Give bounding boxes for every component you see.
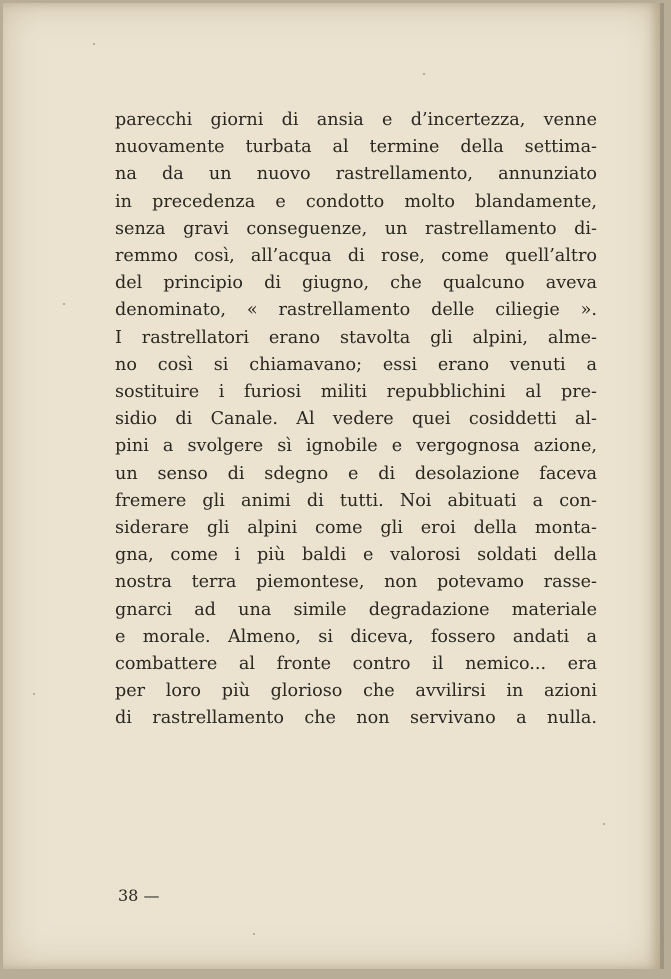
- paper-speck: [93, 43, 95, 45]
- body-paragraph: [115, 107, 597, 733]
- text-line: sostituire i furiosi militi repubblichini al pre-: [115, 382, 597, 403]
- text-line: in precedenza e condotto molto blandamente,: [115, 191, 597, 212]
- text-line: fremere gli animi di tutti. Noi abituati a con-: [115, 490, 597, 511]
- page-number: 38 —: [118, 886, 160, 905]
- paper-speck: [603, 823, 605, 825]
- text-line: nostra terra piemontese, non potevamo rasse-: [115, 572, 597, 593]
- text-line: per loro più glorioso che avvilirsi in azioni: [115, 681, 597, 702]
- text-line: senza gravi conseguenze, un rastrellamento di-: [115, 218, 597, 239]
- text-line: gna, come i più baldi e valorosi soldati della: [115, 545, 597, 566]
- text-line: siderare gli alpini come gli eroi della monta-: [115, 518, 597, 539]
- text-line: na da un nuovo rastrellamento, annunziato: [115, 164, 597, 185]
- paper-speck: [253, 933, 255, 935]
- text-line: di rastrellamento che non servivano a nulla.: [115, 708, 597, 729]
- book-page: [3, 3, 664, 969]
- text-line: gnarci ad una simile degradazione materiale: [115, 599, 597, 620]
- text-line: pini a svolgere sì ignobile e vergognosa azione,: [115, 436, 597, 457]
- text-line: combattere al fronte contro il nemico... era: [115, 654, 597, 675]
- text-line: no così si chiamavano; essi erano venuti a: [115, 354, 597, 375]
- text-line: denominato, « rastrellamento delle ciliegie ».: [115, 300, 597, 321]
- text-line: un senso di sdegno e di desolazione faceva: [115, 463, 597, 484]
- text-line: e morale. Almeno, si diceva, fossero andati a: [115, 626, 597, 647]
- text-line: del principio di giugno, che qualcuno aveva: [115, 273, 597, 294]
- paper-speck: [63, 303, 65, 305]
- paper-speck: [423, 73, 425, 75]
- text-line: remmo così, all’acqua di rose, come quell’altro: [115, 246, 597, 267]
- text-line: I rastrellatori erano stavolta gli alpini, alme-: [115, 327, 597, 348]
- paper-speck: [33, 693, 35, 695]
- text-line: sidio di Canale. Al vedere quei cosiddetti al-: [115, 409, 597, 430]
- text-line: nuovamente turbata al termine della settima-: [115, 137, 597, 158]
- text-line: parecchi giorni di ansia e d’incertezza, venne: [115, 110, 597, 130]
